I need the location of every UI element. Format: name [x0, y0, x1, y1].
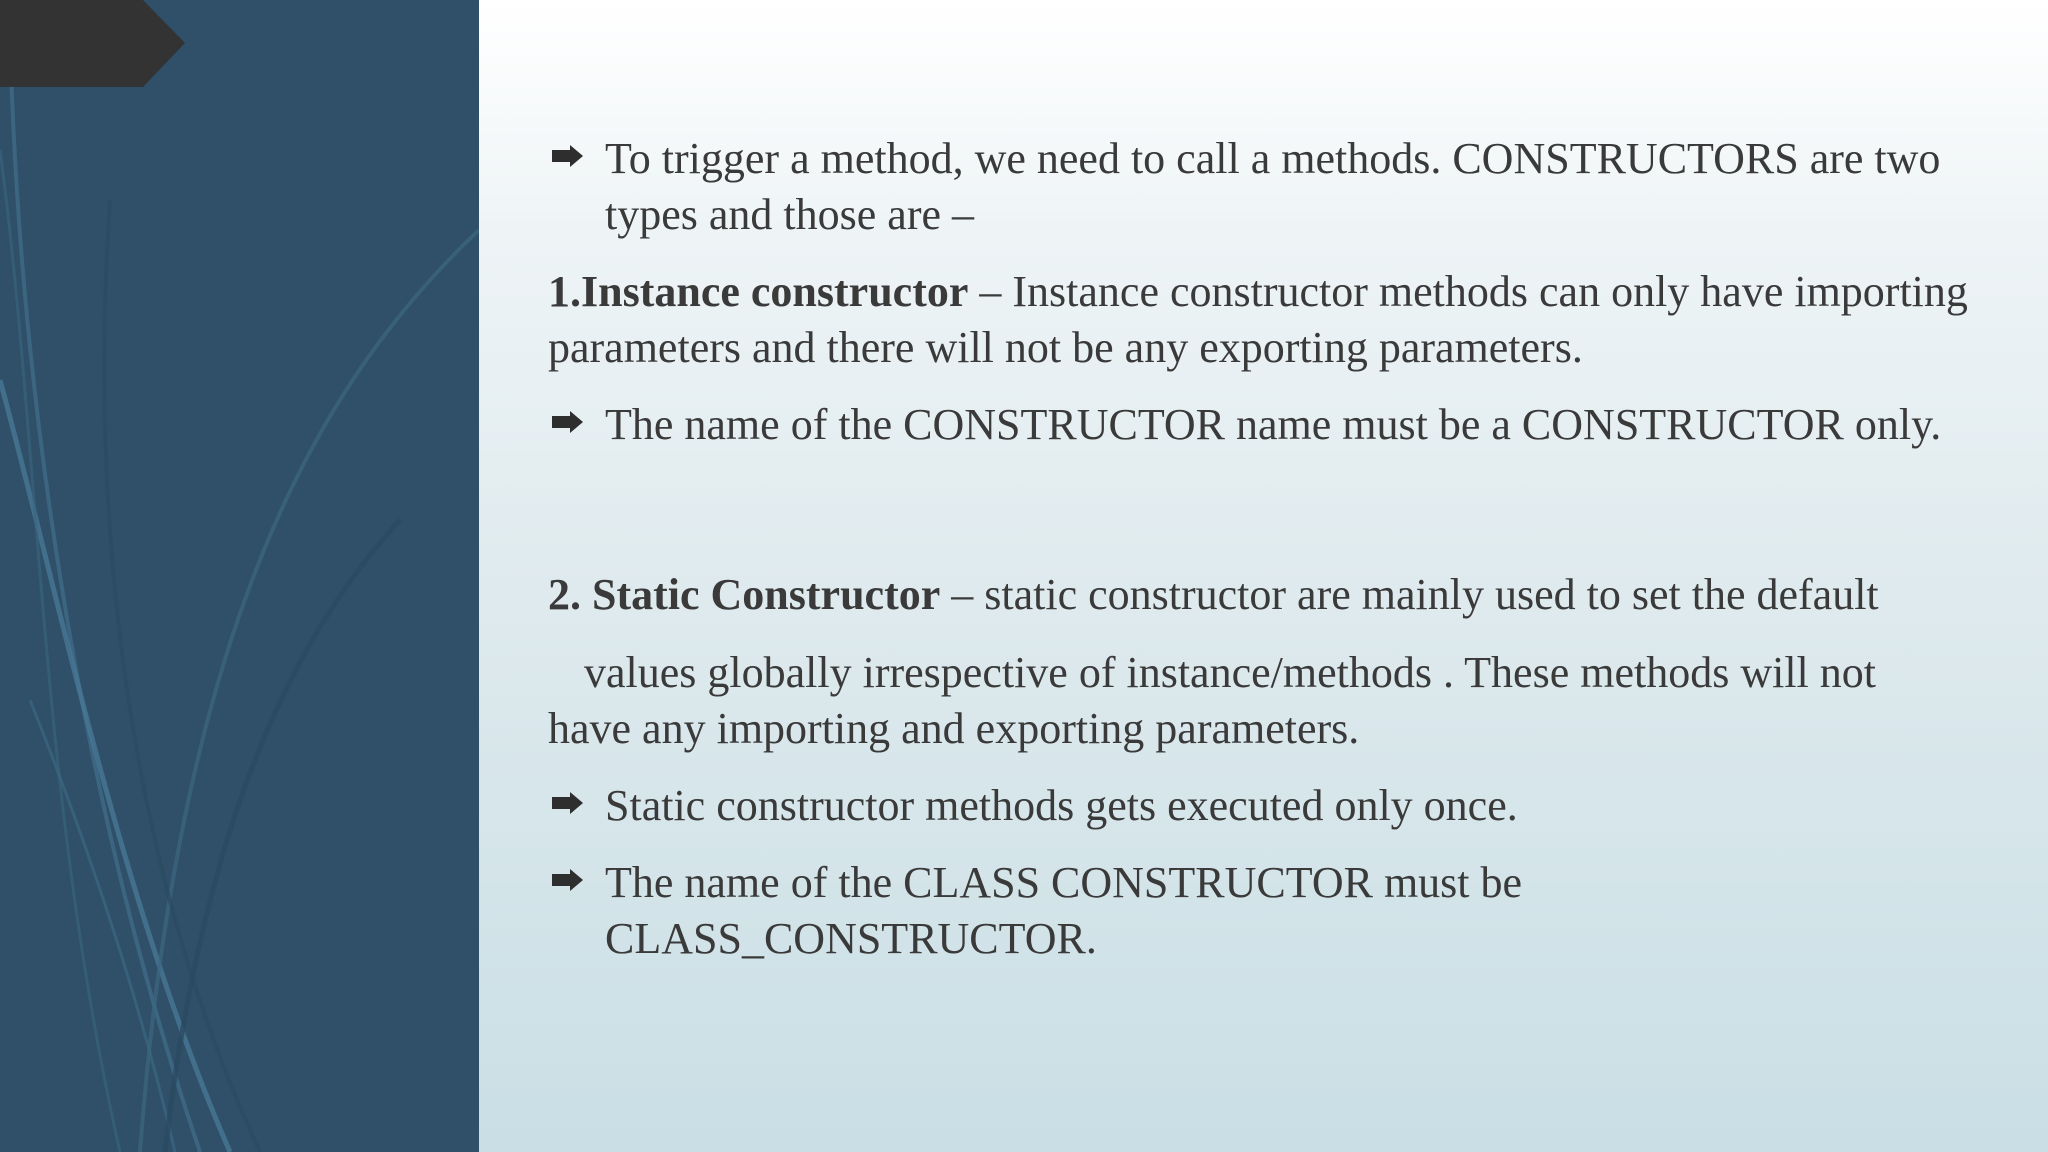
bullet-item	[548, 778, 1988, 834]
static-constructor-paragraph	[548, 567, 1988, 623]
decorative-sidebar	[0, 0, 479, 1152]
instance-constructor-text: – Instance constructor methods can only have importing parameters and there will not be any exporting parameters.	[548, 267, 1968, 372]
bullet-text: The name of the CONSTRUCTOR name must be a CONSTRUCTOR only.	[605, 400, 1942, 449]
bullet-text: The name of the CLASS CONSTRUCTOR must be CLASS_CONSTRUCTOR.	[605, 858, 1523, 963]
bullet-text: Static constructor methods gets executed only once.	[605, 781, 1518, 830]
arrow-bullet-icon	[550, 411, 584, 433]
slide-body	[548, 131, 1988, 988]
static-constructor-continuation	[548, 645, 1988, 757]
static-line-2: values globally irrespective of instance/methods . These methods will not	[584, 648, 1877, 697]
arrow-bullet-icon	[550, 869, 584, 891]
arrow-bullet-icon	[550, 145, 584, 167]
static-constructor-heading: 2. Static Constructor	[548, 570, 941, 619]
instance-constructor-heading: 1.Instance constructor	[548, 267, 969, 316]
arrow-bullet-icon	[550, 792, 584, 814]
arrow-tag-icon	[0, 0, 185, 87]
decorative-curves	[0, 0, 479, 1152]
bullet-item	[548, 397, 1988, 453]
bullet-text: To trigger a method, we need to call a methods. CONSTRUCTORS are two types and those are –	[605, 134, 1941, 239]
bullet-item	[548, 855, 1665, 967]
instance-constructor-paragraph	[548, 264, 1988, 376]
static-constructor-text: – static constructor are mainly used to set the default	[940, 570, 1879, 619]
static-line-3: have any importing and exporting parameters.	[548, 704, 1360, 753]
spacer	[548, 474, 1988, 567]
bullet-item	[548, 131, 1988, 243]
